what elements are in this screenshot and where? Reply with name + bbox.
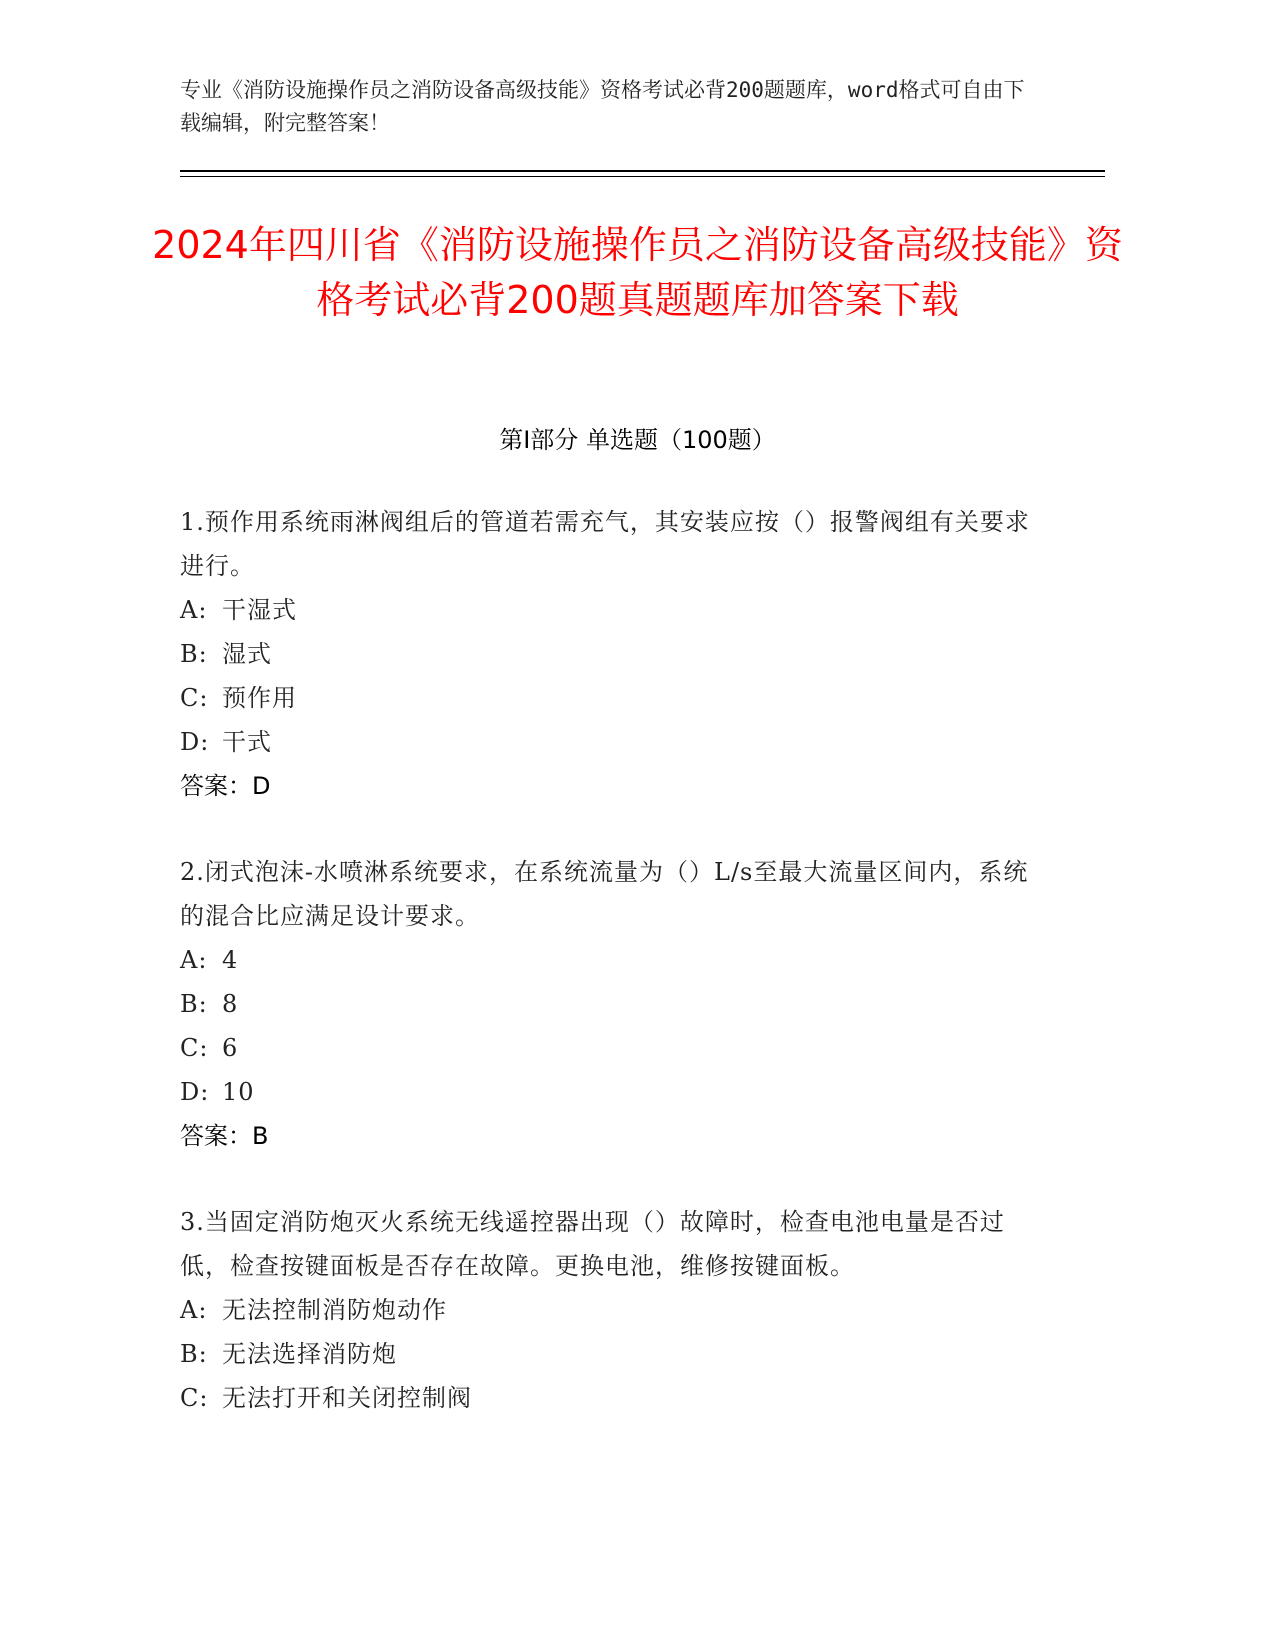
option-text: 无法选择消防炮 bbox=[222, 1340, 397, 1368]
option-a bbox=[180, 588, 1040, 632]
option-text: 无法控制消防炮动作 bbox=[222, 1296, 447, 1324]
option-text: 6 bbox=[222, 1034, 239, 1062]
answer-line: 答案：D bbox=[180, 772, 271, 800]
option-c bbox=[180, 1376, 1040, 1420]
option-letter: B: bbox=[180, 990, 208, 1018]
question-3 bbox=[180, 1200, 1040, 1420]
header-note: 专业《消防设施操作员之消防设备高级技能》资格考试必背200题题库，word格式可自由下载编辑，附完整答案！ bbox=[180, 78, 1025, 135]
option-text: 无法打开和关闭控制阀 bbox=[222, 1384, 472, 1412]
header-divider-thin bbox=[180, 176, 1105, 177]
option-letter: C: bbox=[180, 684, 209, 712]
option-b bbox=[180, 982, 1040, 1026]
question-2 bbox=[180, 850, 1040, 1158]
option-letter: D: bbox=[180, 728, 210, 756]
option-a bbox=[180, 1288, 1040, 1332]
option-text: 10 bbox=[222, 1078, 255, 1106]
option-text: 干湿式 bbox=[222, 596, 297, 624]
option-d bbox=[180, 1070, 1040, 1114]
option-letter: A: bbox=[180, 946, 208, 974]
option-c bbox=[180, 676, 1040, 720]
option-text: 4 bbox=[222, 946, 239, 974]
question-list bbox=[180, 500, 1040, 1462]
question-stem: 1.预作用系统雨淋阀组后的管道若需充气，其安装应按（）报警阀组有关要求进行。 bbox=[180, 508, 1030, 580]
option-letter: C: bbox=[180, 1034, 209, 1062]
option-letter: A: bbox=[180, 596, 208, 624]
question-stem: 3.当固定消防炮灭火系统无线遥控器出现（）故障时，检查电池电量是否过低，检查按键面板是否存在故障。更换电池，维修按键面板。 bbox=[180, 1208, 1005, 1280]
option-b bbox=[180, 632, 1040, 676]
option-text: 8 bbox=[222, 990, 239, 1018]
question-1 bbox=[180, 500, 1040, 808]
option-letter: D: bbox=[180, 1078, 210, 1106]
option-c bbox=[180, 1026, 1040, 1070]
option-text: 干式 bbox=[222, 728, 272, 756]
option-letter: C: bbox=[180, 1384, 209, 1412]
option-b bbox=[180, 1332, 1040, 1376]
option-text: 湿式 bbox=[222, 640, 272, 668]
option-d bbox=[180, 720, 1040, 764]
option-letter: A: bbox=[180, 1296, 208, 1324]
option-text: 预作用 bbox=[222, 684, 297, 712]
header-divider-thick bbox=[180, 170, 1105, 172]
answer-line: 答案：B bbox=[180, 1122, 269, 1150]
option-letter: B: bbox=[180, 1340, 208, 1368]
option-letter: B: bbox=[180, 640, 208, 668]
question-stem: 2.闭式泡沫-水喷淋系统要求，在系统流量为（）L/s至最大流量区间内，系统的混合比应满足设计要求。 bbox=[180, 858, 1029, 930]
document-title: 2024年四川省《消防设施操作员之消防设备高级技能》资格考试必背200题真题题库加答案下载 bbox=[152, 223, 1123, 322]
option-a bbox=[180, 938, 1040, 982]
section-heading: 第I部分 单选题（100题） bbox=[499, 426, 776, 454]
